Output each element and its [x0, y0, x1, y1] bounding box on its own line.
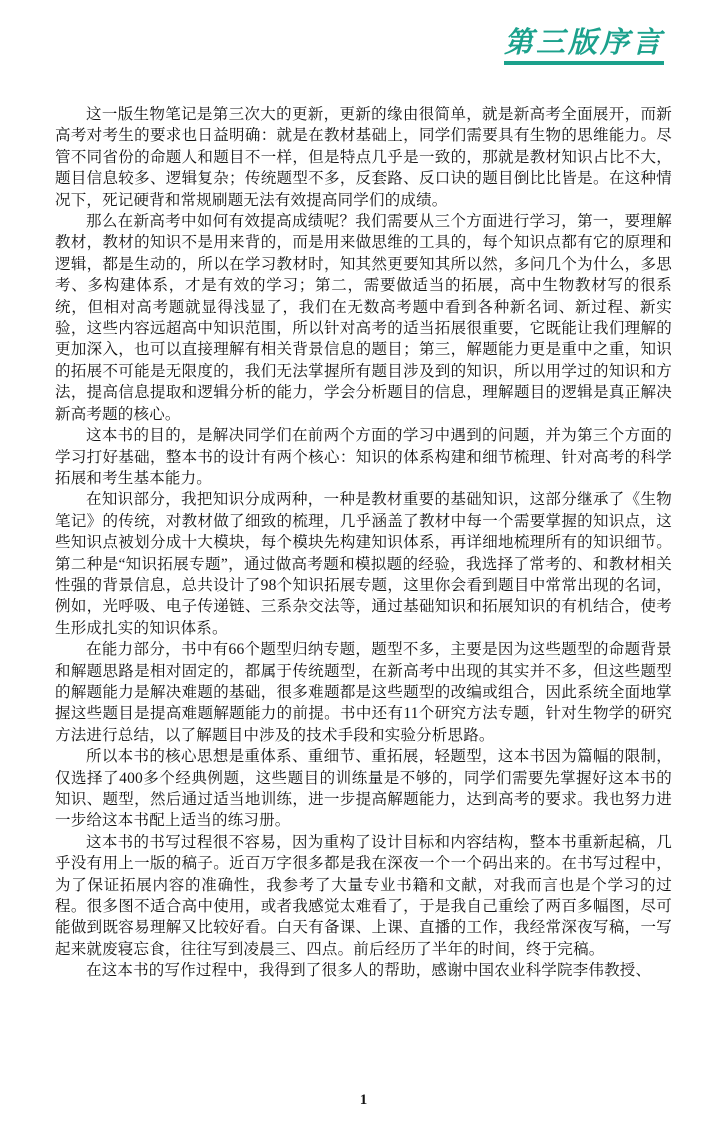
paragraph: 这本书的目的，是解决同学们在前两个方面的学习中遇到的问题，并为第三个方面的学习打好基础，整本书的设计有两个核心：知识的体系构建和细节梳理、针对高考的科学拓展和考生基本能力。 [55, 427, 672, 487]
page-title: 第三版序言 [504, 28, 664, 65]
paragraph: 在这本书的写作过程中，我得到了很多人的帮助，感谢中国农业科学院李伟教授、 [86, 962, 652, 980]
paragraph: 这一版生物笔记是第三次大的更新，更新的缘由很简单，就是新高考全面展开，而新高考对考生的要求也日益明确：就是在教材基础上，同学们需要具有生物的思维能力。尽管不同省份的命题人和题目不一样，但是特点几乎是一致的，那就是教材知识占比不大，题目信息较多、逻辑复杂；传统题型不多，反套路、反口诀的题目倒比比皆是。在这种情况下，死记硬背和常规刷题无法有效提高同学们的成绩。 [55, 106, 672, 209]
paragraph: 这本书的书写过程很不容易，因为重构了设计目标和内容结构，整本书重新起稿，几乎没有用上一版的稿子。近百万字很多都是我在深夜一个一个码出来的。在书写过程中，为了保证拓展内容的准确性，我参考了大量专业书籍和文献，对我而言也是个学习的过程。很多图不适合高中使用，或者我感觉太难看了，于是我自己重绘了两百多幅图，尽可能做到既容易理解又比较好看。白天有备课、上课、直播的工作，我经常深夜写稿，一写起来就废寝忘食，往往写到凌晨三、四点。前后经历了半年的时间，终于完稿。 [55, 833, 672, 958]
page-footer [0, 1092, 727, 1109]
preface-body [55, 104, 672, 982]
paragraph: 在知识部分，我把知识分成两种，一种是教材重要的基础知识，这部分继承了《生物笔记》的传统，对教材做了细致的梳理，几乎涵盖了教材中每一个需要掌握的知识点，这些知识点被划分成十大模块，每个模块先构建知识体系，再详细地梳理所有的知识细节。第二种是“知识拓展专题”，通过做高考题和模拟题的经验，我选择了常考的、和教材相关性强的背景信息，总共设计了98个知识拓展专题，这里你会看到题目中常常出现的名词，例如，光呼吸、电子传递链、三系杂交法等，通过基础知识和拓展知识的有机结合，使考生形成扎实的知识体系。 [55, 491, 672, 637]
paragraph: 在能力部分，书中有66个题型归纳专题，题型不多，主要是因为这些题型的命题背景和解题思路是相对固定的，都属于传统题型，在新高考中出现的其实并不多，但这些题型的解题能力是解决难题的基础，很多难题都是这些题型的改编或组合，因此系统全面地掌握这些题目是提高难题解题能力的前提。书中还有11个研究方法专题，针对生物学的研究方法进行总结，以了解题目中涉及的技术手段和实验分析思路。 [55, 641, 672, 744]
page-header [55, 28, 672, 80]
page-number: 1 [359, 1092, 368, 1108]
paragraph: 所以本书的核心思想是重体系、重细节、重拓展，轻题型，这本书因为篇幅的限制，仅选择了400多个经典例题，这些题目的训练量是不够的，同学们需要先掌握好这本书的知识、题型，然后通过适当地训练，进一步提高解题能力，达到高考的要求。我也努力进一步给这本书配上适当的练习册。 [55, 748, 672, 830]
paragraph: 那么在新高考中如何有效提高成绩呢？我们需要从三个方面进行学习，第一，要理解教材，教材的知识不是用来背的，而是用来做思维的工具的，每个知识点都有它的原理和逻辑，都是生动的，所以在学习教材时，知其然更要知其所以然，多问几个为什么，多思考、多构建体系，才是有效的学习；第二，需要做适当的拓展，高中生物教材写的很系统，但相对高考题就显得浅显了，我们在无数高考题中看到各种新名词、新过程、新实验，这些内容远超高中知识范围，所以针对高考的适当拓展很重要，它既能让我们理解的更加深入，也可以直接理解有相关背景信息的题目；第三，解题能力更是重中之重，知识的拓展不可能是无限度的，我们无法掌握所有题目涉及到的知识，所以用学过的知识和方法，提高信息提取和逻辑分析的能力，学会分析题目的信息，理解题目的逻辑是真正解决新高考题的核心。 [55, 213, 672, 423]
